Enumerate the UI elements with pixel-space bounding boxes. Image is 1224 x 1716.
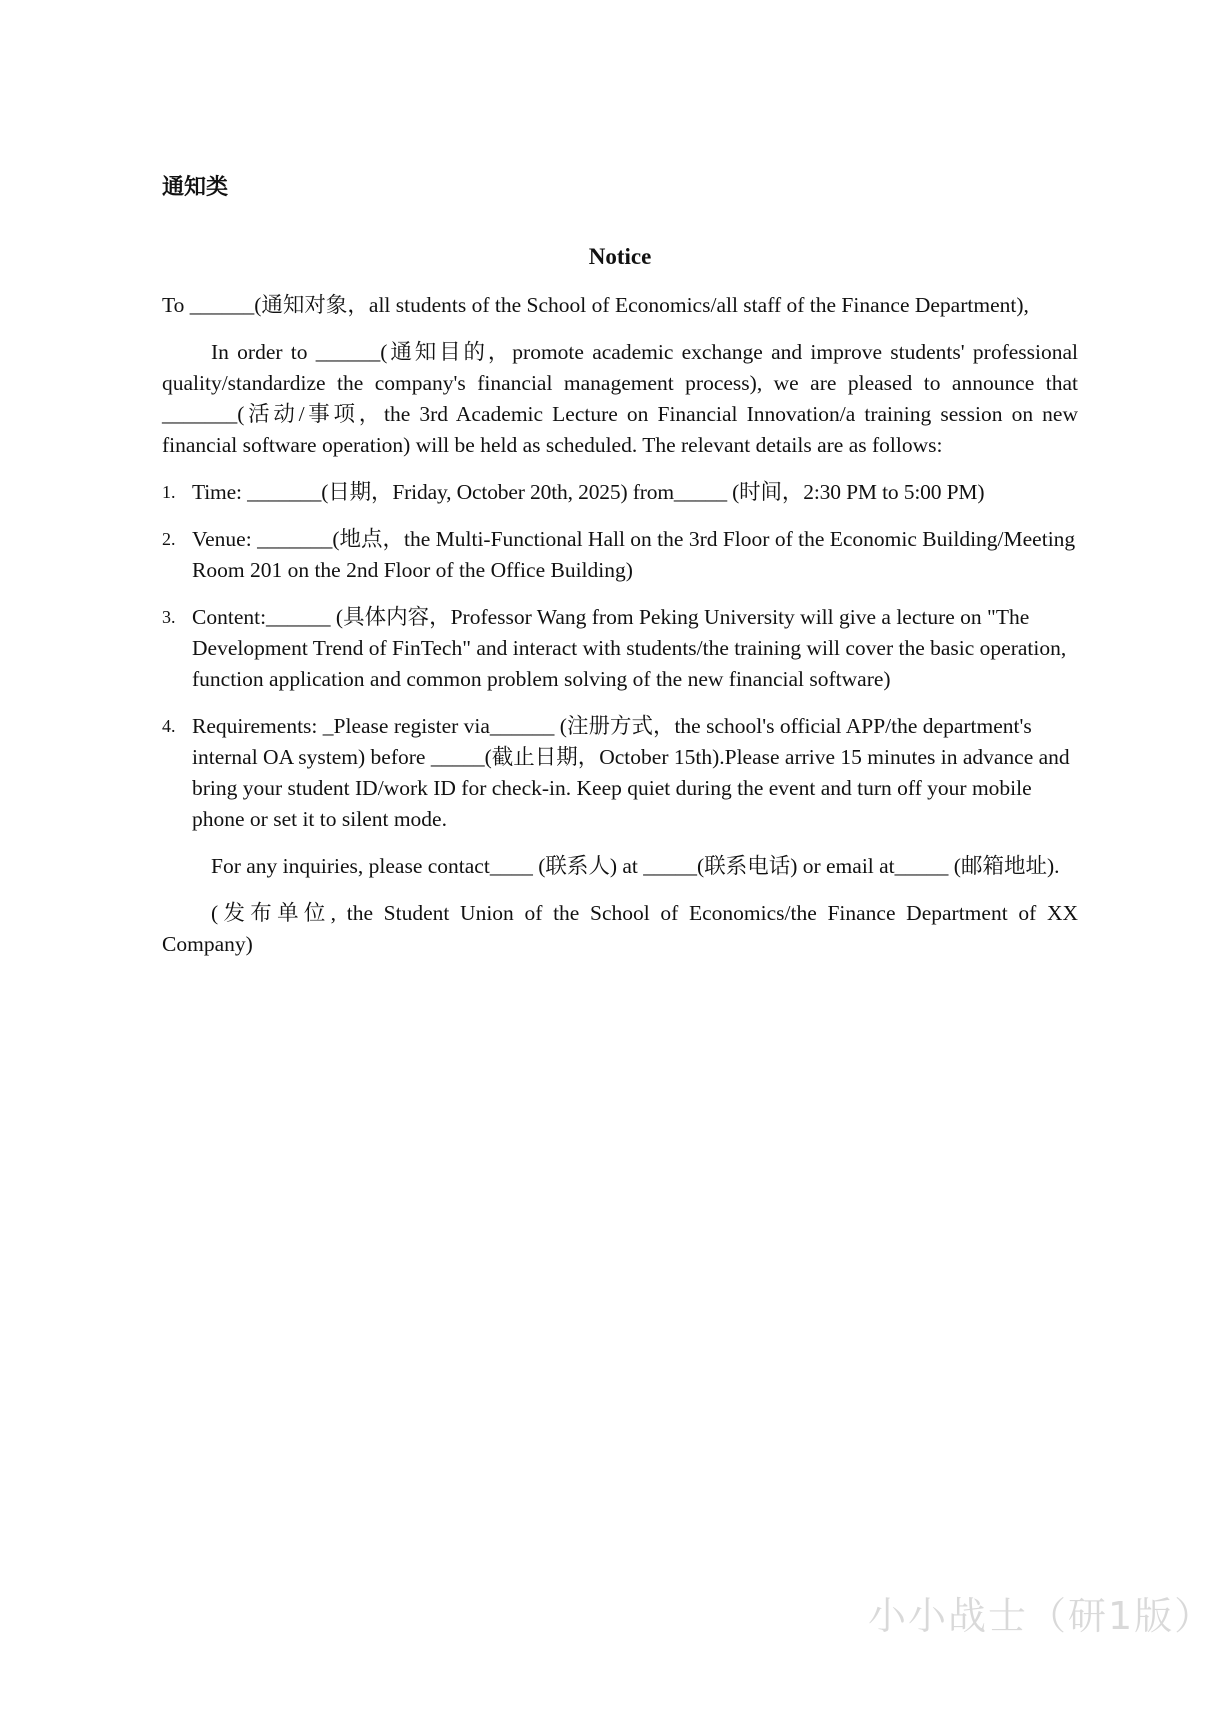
watermark-text: 小小战士（研1版）: [868, 1594, 1215, 1638]
list-number: 1.: [162, 482, 176, 502]
notice-body: [162, 290, 1078, 976]
greeting-line: To ______(通知对象，all students of the School of Economics/all staff of the Finance Department),: [162, 293, 1029, 317]
detail-text: Requirements: _Please register via______ (注册方式，the school's official APP/the department's internal OA system) before _____(截止日期，October 15th).Please arrive 15 minutes in advance and bring your student ID/work ID for check-in. Keep quiet during the event and turn off your mobile phone or set it to silent mode.: [192, 714, 1070, 831]
list-number: 2.: [162, 529, 176, 549]
details-list: [162, 477, 1078, 835]
detail-text: Time: _______(日期，Friday, October 20th, 2025) from_____ (时间，2:30 PM to 5:00 PM): [192, 480, 985, 504]
intro-paragraph: In order to ______(通知目的，promote academic exchange and improve students' professional quality/standardize the company's financial management process), we are pleased to announce that _______(活动/事项，the 3rd Academic Lecture on Financial Innovation/a training session on new financial software operation) will be held as scheduled. The relevant details are as follows:: [162, 340, 1078, 457]
detail-text: Content:______ (具体内容，Professor Wang from Peking University will give a lecture on "The Development Trend of FinTech" and interact with students/the training will cover the basic operation, function application and common problem solving of the new financial software): [192, 605, 1067, 691]
contact-paragraph: For any inquiries, please contact____ (联系人) at _____(联系电话) or email at_____ (邮箱地址).: [211, 854, 1060, 878]
category-label: 通知类: [162, 175, 229, 200]
detail-item-time: [162, 477, 1078, 508]
list-number: 4.: [162, 716, 176, 736]
issuer-paragraph: (发布单位, the Student Union of the School of Economics/the Finance Department of XX Company): [162, 901, 1078, 956]
detail-item-requirements: [162, 711, 1078, 835]
detail-item-venue: [162, 524, 1078, 586]
list-number: 3.: [162, 607, 176, 627]
detail-item-content: [162, 602, 1078, 695]
notice-title: Notice: [588, 244, 652, 269]
detail-text: Venue: _______(地点，the Multi-Functional Hall on the 3rd Floor of the Economic Building/Meeting Room 201 on the 2nd Floor of the Office Building): [192, 527, 1076, 582]
